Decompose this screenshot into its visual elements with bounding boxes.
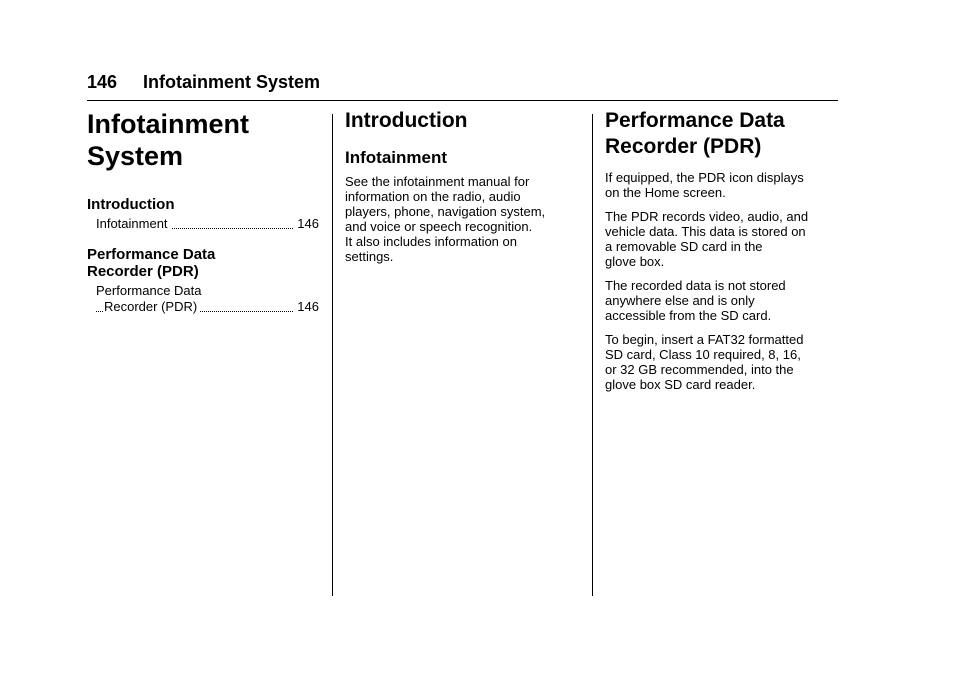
chapter-title-line: System <box>87 141 184 171</box>
text-line: settings. <box>345 249 394 264</box>
pdr-title-line: Recorder (PDR) <box>605 135 762 158</box>
text-line: To begin, insert a FAT32 formatted <box>605 332 804 347</box>
text-line: on the Home screen. <box>605 185 726 200</box>
introduction-column <box>345 108 577 273</box>
toc-section-heading <box>87 246 319 280</box>
introduction-title: Introduction <box>345 109 468 132</box>
text-line: accessible from the SD card. <box>605 308 772 323</box>
text-line: See the infotainment manual for <box>345 174 530 189</box>
text-line: or 32 GB recommended, into the <box>605 362 794 377</box>
toc-section-heading-line: Performance Data <box>87 246 216 263</box>
pdr-paragraph <box>605 332 840 392</box>
pdr-title-line: Performance Data <box>605 109 785 132</box>
toc-section-heading-line: Recorder (PDR) <box>87 263 199 280</box>
text-line: glove box. <box>605 254 665 269</box>
text-line: anywhere else and is only <box>605 293 755 308</box>
toc-entry-label: Recorder (PDR) <box>104 299 200 314</box>
text-line: players, phone, navigation system, <box>345 204 546 219</box>
toc-entry-label: Performance Data <box>96 283 202 298</box>
text-line: information on the radio, audio <box>345 189 521 204</box>
text-line: glove box SD card reader. <box>605 377 756 392</box>
toc-column <box>87 108 319 315</box>
column-divider <box>332 114 333 596</box>
pdr-title <box>605 108 840 160</box>
text-line: If equipped, the PDR icon displays <box>605 170 804 185</box>
toc-entry-page: 146 <box>294 299 319 315</box>
pdr-paragraph <box>605 278 840 323</box>
pdr-column <box>605 108 840 401</box>
toc-entry-pdr[interactable] <box>96 283 319 315</box>
toc-entry-line <box>96 299 319 315</box>
page-header <box>87 70 838 101</box>
chapter-title <box>87 108 319 172</box>
text-line: SD card, Class 10 required, 8, 16, <box>605 347 801 362</box>
running-title: Infotainment System <box>143 72 321 92</box>
text-line: a removable SD card in the <box>605 239 763 254</box>
column-divider <box>592 114 593 596</box>
pdr-paragraph <box>605 209 840 269</box>
page-number: 146 <box>87 72 118 92</box>
text-line: The PDR records video, audio, and <box>605 209 809 224</box>
chapter-title-line: Infotainment <box>87 109 249 139</box>
introduction-paragraph <box>345 174 577 264</box>
toc-entry-label: Infotainment <box>96 216 171 231</box>
toc-entry-infotainment[interactable] <box>96 216 319 232</box>
text-line: The recorded data is not stored <box>605 278 786 293</box>
text-line: vehicle data. This data is stored on <box>605 224 806 239</box>
pdr-paragraph <box>605 170 840 200</box>
text-line: and voice or speech recognition. <box>345 219 533 234</box>
toc-section-heading: Introduction <box>87 196 175 213</box>
text-line: It also includes information on <box>345 234 517 249</box>
toc-entry-page: 146 <box>294 216 319 232</box>
infotainment-subtitle: Infotainment <box>345 148 447 167</box>
